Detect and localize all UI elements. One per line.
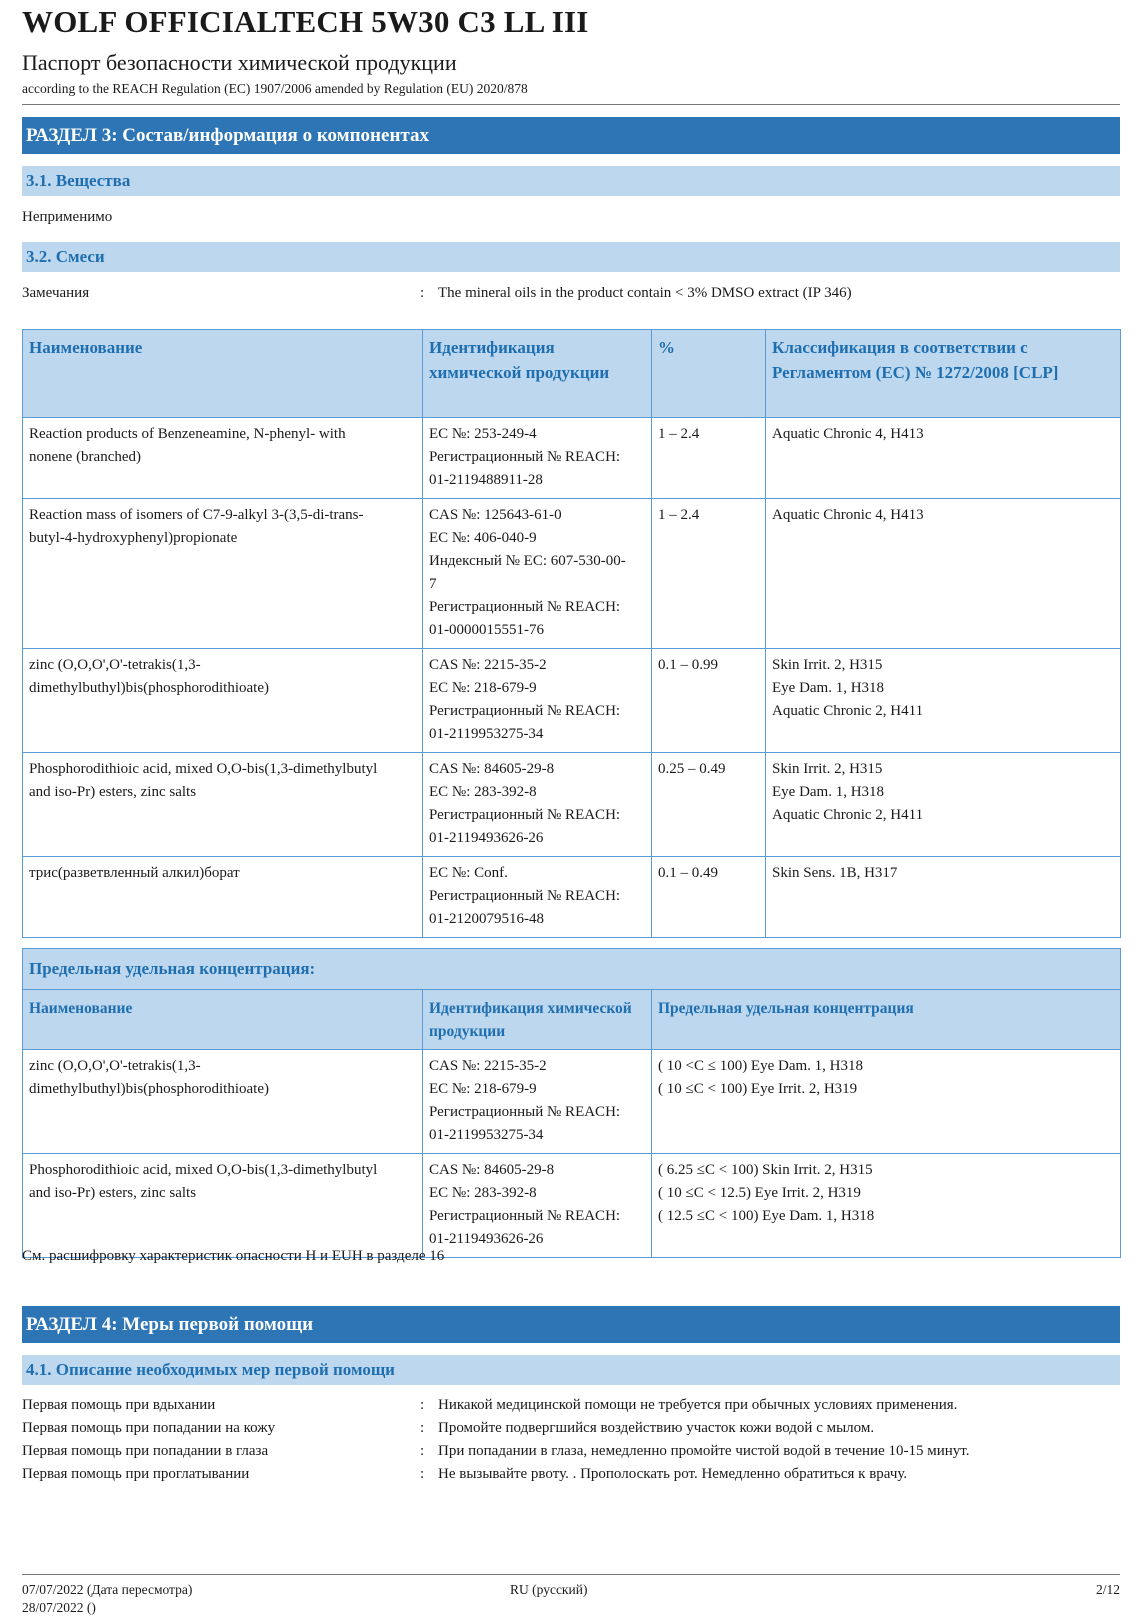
first-aid-colon: : (420, 1397, 425, 1413)
component-name (23, 499, 423, 649)
limit-name-line: and iso-Pr) esters, zinc salts (29, 1185, 197, 1201)
footer-dates (22, 1581, 192, 1617)
limit-identification-line: ЕС №: 218-679-9 (429, 1081, 537, 1097)
component-identification (423, 418, 652, 499)
component-classification (766, 649, 1121, 753)
limits-header-row (23, 990, 1121, 1050)
limit-identification-line: 01-2119493626-26 (429, 1231, 544, 1247)
component-classification (766, 499, 1121, 649)
first-aid-value: Никакой медицинской помощи не требуется при обычных условиях применения. (438, 1397, 958, 1413)
limit-concentration-line: ( 12.5 ≤C < 100) Eye Dam. 1, H318 (658, 1208, 875, 1224)
col-header-classification: Классификация в соответствии с Регламентом (ЕС) № 1272/2008 [CLP] (766, 330, 1121, 418)
component-identification (423, 499, 652, 649)
component-row (23, 753, 1121, 857)
first-aid-colon: : (420, 1420, 425, 1436)
col-header-percent: % (652, 330, 766, 418)
component-row (23, 418, 1121, 499)
limit-identification-line: ЕС №: 283-392-8 (429, 1185, 537, 1201)
component-identification (423, 753, 652, 857)
limits-caption: Предельная удельная концентрация: (23, 949, 1121, 990)
component-percent: 1 – 2.4 (652, 418, 766, 499)
limit-name (23, 1154, 423, 1258)
component-identification-line: 01-2119953275-34 (429, 726, 544, 742)
limit-identification-line: 01-2119953275-34 (429, 1127, 544, 1143)
document-subtitle: Паспорт безопасности химической продукции (22, 50, 457, 75)
limit-identification (423, 1154, 652, 1258)
component-classification-line: Skin Irrit. 2, H315 (772, 761, 883, 777)
component-row (23, 499, 1121, 649)
footer-revision-date: 07/07/2022 (Дата пересмотра) (22, 1582, 193, 1597)
header-divider (22, 104, 1120, 105)
section-3-heading: РАЗДЕЛ 3: Состав/информация о компонентах (22, 117, 1120, 154)
component-classification-line: Eye Dam. 1, H318 (772, 784, 885, 800)
limit-identification (423, 1050, 652, 1154)
component-identification-line: CAS №: 2215-35-2 (429, 657, 547, 673)
component-name-line: and iso-Pr) esters, zinc salts (29, 784, 197, 800)
component-classification-line: Eye Dam. 1, H318 (772, 680, 885, 696)
component-identification-line: 01-2120079516-48 (429, 911, 544, 927)
limit-concentration-line: ( 10 <C ≤ 100) Eye Dam. 1, H318 (658, 1058, 863, 1074)
component-identification-line: Регистрационный № REACH: (429, 599, 621, 615)
first-aid-label: Первая помощь при проглатывании (22, 1466, 250, 1482)
component-name (23, 753, 423, 857)
component-identification-line: ЕС №: 406-040-9 (429, 530, 537, 546)
components-table (22, 329, 1121, 938)
component-classification-line: Aquatic Chronic 4, H413 (772, 507, 924, 523)
component-identification-line: Регистрационный № REACH: (429, 888, 621, 904)
limit-concentration-line: ( 10 ≤C < 100) Eye Irrit. 2, H319 (658, 1081, 858, 1097)
limit-name-line: dimethylbuthyl)bis(phosphorodithioate) (29, 1081, 269, 1097)
component-classification-line: Aquatic Chronic 4, H413 (772, 426, 924, 442)
first-aid-colon: : (420, 1443, 425, 1459)
remarks-colon: : (420, 285, 425, 301)
remarks-label: Замечания (22, 285, 90, 301)
limit-identification-line: CAS №: 2215-35-2 (429, 1058, 547, 1074)
component-name-line: трис(разветвленный алкил)борат (29, 865, 240, 881)
component-name-line: dimethylbuthyl)bis(phosphorodithioate) (29, 680, 269, 696)
first-aid-item (22, 1397, 1120, 1420)
component-classification-line: Skin Sens. 1B, H317 (772, 865, 898, 881)
limits-col-header-ident: Идентификация химической продукции (423, 990, 652, 1050)
component-name (23, 857, 423, 938)
component-identification-line: 7 (429, 576, 437, 592)
col-header-name: Наименование (23, 330, 423, 418)
component-name-line: Phosphorodithioic acid, mixed O,O-bis(1,3-dimethylbutyl (29, 761, 378, 777)
component-classification (766, 753, 1121, 857)
component-identification (423, 649, 652, 753)
component-identification-line: ЕС №: 218-679-9 (429, 680, 537, 696)
limit-name-line: Phosphorodithioic acid, mixed O,O-bis(1,3-dimethylbutyl (29, 1162, 378, 1178)
footer-page-number: 2/12 (1095, 1582, 1120, 1597)
subsection-4-1-heading: 4.1. Описание необходимых мер первой помощи (22, 1355, 1120, 1385)
component-identification-line: CAS №: 125643-61-0 (429, 507, 562, 523)
limit-concentration (652, 1050, 1121, 1154)
footer-divider (22, 1574, 1120, 1575)
component-percent: 1 – 2.4 (652, 499, 766, 649)
first-aid-value: Промойте подвергшийся воздействию участок кожи водой с мылом. (438, 1420, 875, 1436)
limit-name-line: zinc (O,O,O',O'-tetrakis(1,3- (29, 1058, 201, 1074)
component-identification-line: 01-2119488911-28 (429, 472, 543, 488)
first-aid-item (22, 1420, 1120, 1443)
remarks-value: The mineral oils in the product contain < 3% DMSO extract (IP 346) (438, 285, 852, 301)
first-aid-colon: : (420, 1466, 425, 1482)
first-aid-label: Первая помощь при попадании на кожу (22, 1420, 276, 1436)
footer-language: RU (русский) (510, 1582, 588, 1597)
first-aid-label: Первая помощь при попадании в глаза (22, 1443, 269, 1459)
limit-row (23, 1050, 1121, 1154)
section-4-heading: РАЗДЕЛ 4: Меры первой помощи (22, 1306, 1120, 1343)
regulation-note: according to the REACH Regulation (EC) 1907/2006 amended by Regulation (EU) 2020/878 (22, 81, 528, 96)
first-aid-value: При попадании в глаза, немедленно промойте чистой водой в течение 10-15 минут. (438, 1443, 970, 1459)
footer-second-date: 28/07/2022 () (22, 1600, 96, 1615)
component-classification-line: Aquatic Chronic 2, H411 (772, 703, 924, 719)
component-name (23, 649, 423, 753)
limit-identification-line: Регистрационный № REACH: (429, 1104, 621, 1120)
limits-caption-row (23, 949, 1121, 990)
component-identification-line: ЕС №: 283-392-8 (429, 784, 537, 800)
component-percent: 0.1 – 0.99 (652, 649, 766, 753)
component-name-line: butyl-4-hydroxyphenyl)propionate (29, 530, 238, 546)
component-classification-line: Skin Irrit. 2, H315 (772, 657, 883, 673)
first-aid-value: Не вызывайте рвоту. . Прополоскать рот. Немедленно обратиться к врачу. (438, 1466, 908, 1482)
component-identification-line: CAS №: 84605-29-8 (429, 761, 555, 777)
first-aid-item (22, 1443, 1120, 1466)
component-identification-line: Регистрационный № REACH: (429, 449, 621, 465)
component-identification-line: Индексный № ЕС: 607-530-00- (429, 553, 626, 569)
component-identification-line: Регистрационный № REACH: (429, 703, 621, 719)
limit-concentration-line: ( 6.25 ≤C < 100) Skin Irrit. 2, H315 (658, 1162, 873, 1178)
limit-row (23, 1154, 1121, 1258)
component-name-line: Reaction products of Benzeneamine, N-phenyl- with (29, 426, 346, 442)
subsection-3-2-heading: 3.2. Смеси (22, 242, 1120, 272)
first-aid-label: Первая помощь при вдыхании (22, 1397, 216, 1413)
limits-table (22, 948, 1121, 1258)
remarks-row (22, 285, 1120, 308)
component-name-line: nonene (branched) (29, 449, 142, 465)
component-classification-line: Aquatic Chronic 2, H411 (772, 807, 924, 823)
limit-identification-line: Регистрационный № REACH: (429, 1208, 621, 1224)
first-aid-list (22, 1397, 1120, 1489)
component-name-line: zinc (O,O,O',O'-tetrakis(1,3- (29, 657, 201, 673)
document-title: WOLF OFFICIALTECH 5W30 C3 LL III (22, 4, 589, 39)
component-identification-line: 01-2119493626-26 (429, 830, 544, 846)
col-header-ident: Идентификация химической продукции (423, 330, 652, 418)
component-classification (766, 857, 1121, 938)
subsection-3-1-heading: 3.1. Вещества (22, 166, 1120, 196)
component-identification (423, 857, 652, 938)
component-identification-line: ЕС №: 253-249-4 (429, 426, 537, 442)
limit-name (23, 1050, 423, 1154)
component-identification-line: ЕС №: Conf. (429, 865, 508, 881)
limit-concentration-line: ( 10 ≤C < 12.5) Eye Irrit. 2, H319 (658, 1185, 861, 1201)
components-header-row (23, 330, 1121, 418)
substances-text: Неприменимо (22, 209, 113, 225)
limits-col-header-name: Наименование (23, 990, 423, 1050)
component-identification-line: Регистрационный № REACH: (429, 807, 621, 823)
component-row (23, 649, 1121, 753)
component-classification (766, 418, 1121, 499)
first-aid-item (22, 1466, 1120, 1489)
hazard-note: См. расшифровку характеристик опасности H и EUH в разделе 16 (22, 1248, 445, 1264)
component-row (23, 857, 1121, 938)
component-percent: 0.25 – 0.49 (652, 753, 766, 857)
component-identification-line: 01-0000015551-76 (429, 622, 544, 638)
component-name-line: Reaction mass of isomers of C7-9-alkyl 3-(3,5-di-trans- (29, 507, 364, 523)
limits-col-header-limit: Предельная удельная концентрация (652, 990, 1121, 1050)
component-name (23, 418, 423, 499)
component-percent: 0.1 – 0.49 (652, 857, 766, 938)
limit-concentration (652, 1154, 1121, 1258)
limit-identification-line: CAS №: 84605-29-8 (429, 1162, 555, 1178)
